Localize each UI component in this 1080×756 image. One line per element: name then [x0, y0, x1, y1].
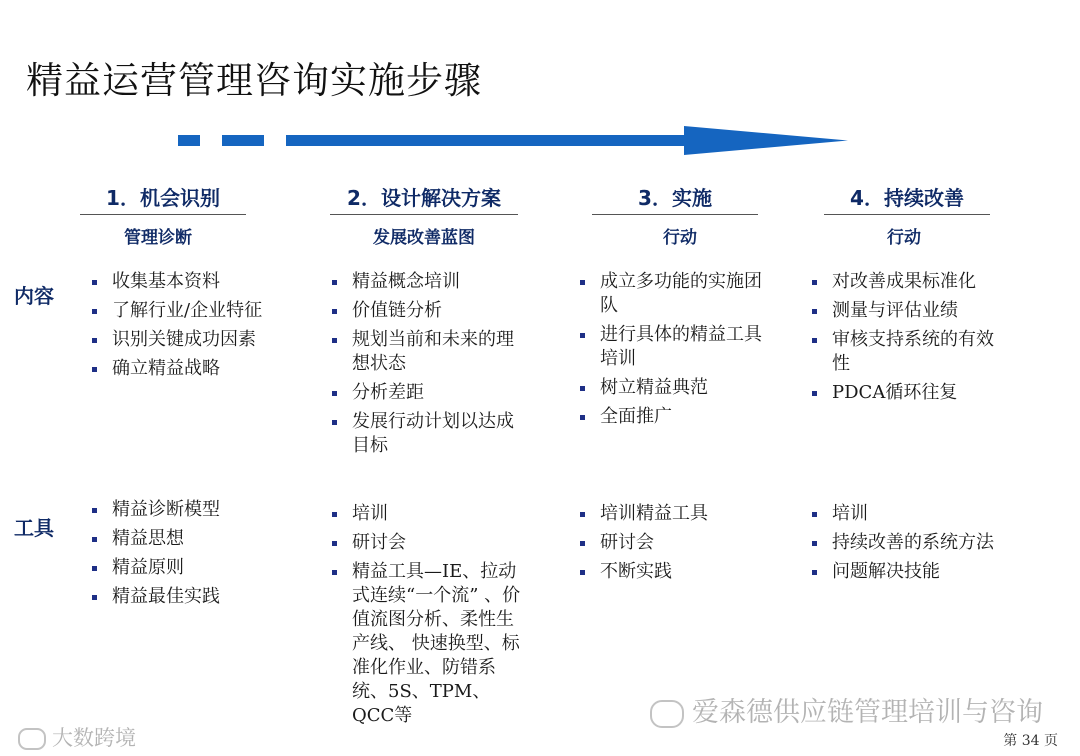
bullet-icon [580, 280, 585, 285]
bullet-icon [812, 512, 817, 517]
bullet-icon [332, 309, 337, 314]
list-item: 精益概念培训 [330, 270, 526, 294]
row-label-content: 内容 [14, 284, 54, 308]
bullet-icon [92, 309, 97, 314]
col-header-3: 3．实施 [592, 182, 758, 215]
list-item: 收集基本资料 [90, 270, 300, 294]
list-item: 培训精益工具 [578, 502, 778, 526]
arrow-dash-1 [178, 135, 200, 146]
col-header-1: 1．机会识别 [80, 182, 246, 215]
bullet-icon [332, 391, 337, 396]
arrow-shaft [286, 135, 688, 146]
list-item: 精益思想 [90, 527, 300, 551]
list-item: 研讨会 [578, 531, 778, 555]
bullet-icon [580, 415, 585, 420]
list-item: 测量与评估业绩 [810, 299, 1010, 323]
list-item: 分析差距 [330, 381, 526, 405]
bullet-icon [580, 333, 585, 338]
list-item: 不断实践 [578, 560, 778, 584]
tools-list-4 [810, 502, 1010, 589]
list-item: 价值链分析 [330, 299, 526, 323]
bullet-icon [92, 367, 97, 372]
bullet-icon [812, 280, 817, 285]
wechat-icon [650, 700, 684, 728]
list-item: 规划当前和未来的理想状态 [330, 328, 526, 376]
list-item: 培训 [810, 502, 1010, 526]
bullet-icon [812, 541, 817, 546]
col-sub-1: 管理诊断 [124, 228, 192, 248]
watermark-brand: 大数跨境 [18, 722, 136, 752]
list-item: 审核支持系统的有效性 [810, 328, 1010, 376]
content-list-3 [578, 270, 778, 434]
content-list-1 [90, 270, 300, 386]
watermark-wechat: 爱森德供应链管理培训与咨询 [650, 690, 1043, 729]
row-label-tools: 工具 [14, 516, 54, 540]
bullet-icon [332, 541, 337, 546]
page-number: 第 34 页 [1003, 733, 1058, 749]
list-item: 精益诊断模型 [90, 498, 300, 522]
content-list-2 [330, 270, 526, 463]
tools-list-1 [90, 498, 300, 614]
bullet-icon [92, 508, 97, 513]
col-sub-3: 行动 [663, 228, 697, 248]
bullet-icon [580, 570, 585, 575]
bullet-icon [580, 512, 585, 517]
bullet-icon [580, 541, 585, 546]
bullet-icon [332, 420, 337, 425]
list-item: 精益工具—IE、拉动式连续“一个流” 、价值流图分析、柔性生产线、 快速换型、标准化作业、防错系统、5S、TPM、QCC等 [330, 560, 530, 728]
arrow-head [684, 126, 848, 155]
bullet-icon [92, 566, 97, 571]
list-item: 精益最佳实践 [90, 585, 300, 609]
bullet-icon [332, 512, 337, 517]
list-item: 确立精益战略 [90, 357, 300, 381]
list-item: 对改善成果标准化 [810, 270, 1010, 294]
bullet-icon [92, 280, 97, 285]
bullet-icon [332, 280, 337, 285]
bullet-icon [812, 309, 817, 314]
bullet-icon [812, 391, 817, 396]
list-item: 精益原则 [90, 556, 300, 580]
list-item: 研讨会 [330, 531, 530, 555]
list-item: 持续改善的系统方法 [810, 531, 1010, 555]
list-item: 培训 [330, 502, 530, 526]
bullet-icon [580, 386, 585, 391]
bullet-icon [92, 537, 97, 542]
list-item: 进行具体的精益工具培训 [578, 323, 778, 371]
col-header-2: 2．设计解决方案 [330, 182, 518, 215]
brand-logo-icon [18, 728, 46, 750]
content-list-4 [810, 270, 1010, 410]
bullet-icon [332, 338, 337, 343]
page-title: 精益运营管理咨询实施步骤 [26, 59, 482, 102]
tools-list-2 [330, 502, 530, 733]
bullet-icon [92, 595, 97, 600]
bullet-icon [332, 570, 337, 575]
col-sub-4: 行动 [887, 228, 921, 248]
col-header-4: 4．持续改善 [824, 182, 990, 215]
list-item: 发展行动计划以达成目标 [330, 410, 526, 458]
list-item: 树立精益典范 [578, 376, 778, 400]
tools-list-3 [578, 502, 778, 589]
list-item: 问题解决技能 [810, 560, 1010, 584]
list-item: PDCA循环往复 [810, 381, 1010, 405]
progress-arrow-icon [178, 124, 858, 158]
list-item: 了解行业/企业特征 [90, 299, 300, 323]
arrow-dash-2 [222, 135, 264, 146]
list-item: 全面推广 [578, 405, 778, 429]
list-item: 成立多功能的实施团队 [578, 270, 778, 318]
col-sub-2: 发展改善蓝图 [373, 228, 475, 248]
bullet-icon [92, 338, 97, 343]
bullet-icon [812, 570, 817, 575]
list-item: 识别关键成功因素 [90, 328, 300, 352]
bullet-icon [812, 338, 817, 343]
